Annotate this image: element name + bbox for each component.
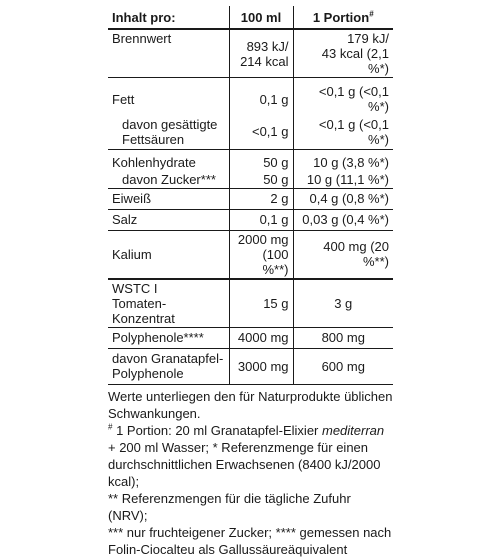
row-value-portion: 10 g (3,8 %*) (293, 149, 393, 171)
table-row (108, 209, 393, 230)
row-label: davon Granatapfel- Polyphenole (108, 348, 229, 384)
row-label (108, 115, 229, 149)
row-label: Kalium (108, 230, 229, 279)
row-value-100ml: 893 kJ/ 214 kcal (229, 29, 293, 78)
nutrition-table (108, 6, 393, 385)
row-label: Polyphenole**** (108, 327, 229, 348)
header-portion-text: 1 Portion (312, 9, 370, 25)
table-row (108, 78, 393, 116)
row-value-portion: 0,03 g (0,4 %*) (293, 209, 393, 230)
table-row (108, 327, 393, 348)
row-value-100ml: 0,1 g (229, 78, 293, 116)
row-value-portion: 600 mg (293, 348, 393, 384)
footnote-variation: Werte unterliegen den für Naturprodukte üblichen Schwankungen. (108, 388, 393, 421)
row-label: Kohlenhydrate (112, 154, 196, 170)
table-row (108, 149, 393, 171)
nutrition-panel (108, 6, 393, 558)
header-row (108, 6, 393, 29)
row-value-portion: 400 mg (20 %**) (293, 230, 393, 279)
row-sublabel: davon Zucker*** (122, 171, 216, 187)
row-sublabel: davon gesättigte Fettsäuren (122, 116, 218, 147)
portion-mark: # (108, 422, 113, 432)
row-label: WSTC I Tomaten-Konzentrat (108, 279, 229, 328)
table-row (108, 279, 393, 328)
row-label: Fett (112, 91, 135, 107)
row-value-100ml: 50 g (229, 149, 293, 171)
footnote-sugar: *** nur fruchteigener Zucker; **** gemessen nach Folin-Ciocalteu als Gallussäureäquivalent (108, 524, 392, 557)
row-value-100ml: 2000 mg (100 %**) (229, 230, 293, 279)
table-row (108, 115, 393, 149)
row-label: Eiweiß (108, 188, 229, 209)
row-value-portion: 0,4 g (0,8 %*) (293, 188, 393, 209)
header-label: Inhalt pro: (108, 6, 229, 29)
row-value-100ml: 0,1 g (229, 209, 293, 230)
table-row (108, 29, 393, 78)
footnote-portion-b: + 200 ml Wasser; * Referenzmenge für einen durchschnittlichen Erwachsenen (8400 kJ/2000 kcal); (108, 439, 381, 489)
row-value-100ml: 2 g (229, 188, 293, 209)
row-label (108, 171, 229, 189)
header-portion (293, 6, 393, 29)
row-value-100ml: 50 g (229, 171, 293, 189)
row-value-100ml: 4000 mg (229, 327, 293, 348)
row-value-100ml: <0,1 g (229, 115, 293, 149)
row-label: Salz (108, 209, 229, 230)
table-row (108, 348, 393, 384)
footnote-portion-italic: mediterran (322, 422, 385, 438)
footnote-portion (108, 422, 393, 490)
row-value-portion: <0,1 g (<0,1 %*) (293, 115, 393, 149)
footnote-portion-a: 1 Portion: 20 ml Granatapfel-Elixier (112, 422, 322, 438)
row-value-portion: 10 g (11,1 %*) (293, 171, 393, 189)
row-value-portion: <0,1 g (<0,1 %*) (293, 78, 393, 116)
footnote-nrv: ** Referenzmengen für die tägliche Zufuhr (NRV); (108, 490, 351, 523)
table-row (108, 171, 393, 189)
row-value-portion: 179 kJ/ 43 kcal (2,1 %*) (293, 29, 393, 78)
row-value-100ml: 15 g (229, 279, 293, 328)
row-value-portion: 800 mg (293, 327, 393, 348)
footnotes (108, 388, 393, 558)
row-label: Brennwert (108, 29, 229, 78)
row-value-100ml: 3000 mg (229, 348, 293, 384)
table-row (108, 188, 393, 209)
row-value-portion: 3 g (293, 279, 393, 328)
portion-mark: # (369, 9, 374, 19)
header-100ml: 100 ml (229, 6, 293, 29)
table-row (108, 230, 393, 279)
